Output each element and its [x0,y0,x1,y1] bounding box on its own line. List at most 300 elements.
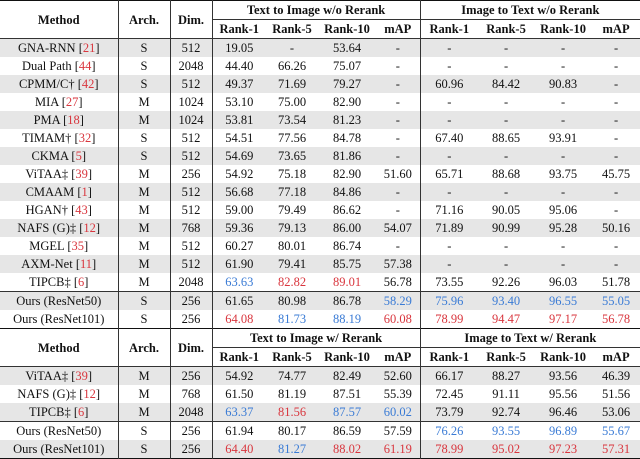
metric-cell: 66.17 [420,367,478,386]
method-name: TIPCB [29,405,65,419]
metric-cell: 64.40 [212,440,266,459]
citation-link[interactable]: 44 [78,59,92,73]
metric-cell: 54.51 [225,131,254,145]
method-name: CPMM/C [18,77,69,91]
table-row [0,440,640,459]
metric-cell: 63.37 [212,403,266,422]
method-mark: ‡ [61,167,69,181]
metric-cell: 82.82 [277,275,307,289]
metric-cell: 90.99 [478,219,534,237]
method-mark: † [68,77,75,91]
citation-link[interactable]: 43 [75,203,88,217]
metric-cell: 95.28 [534,219,592,237]
method-name: ViTAA [25,167,62,181]
arch-cell: M [118,367,170,386]
dim-cell: 256 [170,292,212,311]
arch-cell: M [118,183,170,201]
metric-cell: 57.31 [592,440,640,459]
metric-cell: 56.78 [376,273,420,292]
metric-cell: 81.56 [266,403,318,422]
metric-cell: 61.19 [376,440,420,459]
metric-cell: 91.11 [492,387,520,401]
rank1-header: Rank-1 [420,20,478,39]
method-cell: GNA-RNN [21] [0,39,118,58]
metric-cell: - [266,39,318,58]
rank10-header: Rank-10 [318,348,376,367]
rank1-header: Rank-1 [212,348,266,367]
metric-cell: 79.27 [318,75,376,93]
metric-cell: 81.19 [277,387,307,401]
dim-cell: 512 [170,147,212,165]
metric-cell: - [534,111,592,129]
metric-cell: - [592,183,640,201]
dim-cell: 256 [170,440,212,459]
metric-cell: - [592,255,640,273]
metric-cell: 94.47 [491,312,521,326]
method-cell: CPMM/C† [42] [0,75,118,93]
rank5-header: Rank-5 [266,348,318,367]
metric-cell: 96.55 [534,292,592,311]
metric-cell: - [613,239,619,253]
method-cell: TIPCB‡ [6] [0,273,118,292]
method-name: TIMAM [22,131,66,145]
citation-link[interactable]: 32 [78,131,92,145]
metric-cell: - [478,183,534,201]
dim-cell: 512 [170,237,212,255]
metric-cell: - [592,111,640,129]
method-cell: PMA [18] [0,111,118,129]
method-name: Ours (ResNet101) [13,442,105,456]
dim-cell: 512 [170,75,212,93]
dim-cell: 768 [170,385,212,403]
method-cell [0,292,118,311]
method-cell: CKMA [5] [0,147,118,165]
table-row [0,165,640,183]
metric-cell: - [503,59,509,73]
citation-link[interactable]: 6 [78,275,85,289]
metric-cell: 53.81 [212,111,266,129]
dim-cell: 512 [170,201,212,219]
metric-cell: - [592,75,640,93]
map-header: mAP [592,20,640,39]
table-row [0,422,640,441]
metric-cell: 84.42 [478,75,534,93]
metric-cell: - [420,111,478,129]
metric-cell: 78.99 [420,440,478,459]
metric-cell: 80.98 [266,292,318,311]
metric-cell: 90.83 [534,75,592,93]
metric-cell: 49.37 [212,75,266,93]
metric-cell: 86.59 [332,424,362,438]
metric-cell: 87.51 [332,387,362,401]
table-row [0,75,640,93]
metric-cell: 81.86 [318,147,376,165]
rank1-header: Rank-1 [212,20,266,39]
metric-cell: 79.49 [277,203,307,217]
rank1-header: Rank-1 [420,348,478,367]
metric-cell: 97.17 [548,312,578,326]
method-name: Dual Path [21,59,72,73]
citation-link[interactable]: 21 [82,41,96,55]
metric-cell: 96.46 [534,403,592,422]
metric-cell: 82.49 [318,367,376,386]
metric-cell: 51.78 [601,275,631,289]
arch-cell: S [118,147,170,165]
metric-cell: 60.96 [420,75,478,93]
dim-header: Dim. [170,329,212,367]
metric-cell: - [592,147,640,165]
table-row [0,385,640,403]
method-cell: TIMAM† [32] [0,129,118,147]
metric-cell: 95.02 [478,440,534,459]
metric-cell: 71.16 [435,203,464,217]
metric-cell: 93.55 [491,424,521,438]
citation-link[interactable]: 39 [75,369,88,383]
metric-cell: 71.69 [266,75,318,93]
metric-cell: - [478,111,534,129]
i2t-rerank-header: Image to Text w/ Rerank [420,329,640,348]
dim-cell: 1024 [170,93,212,111]
t2i-norerank-header: Text to Image w/o Rerank [212,1,420,20]
metric-cell: 80.17 [277,424,307,438]
metric-cell: 63.63 [225,275,254,289]
metric-cell: 93.75 [548,167,578,181]
metric-cell: 90.05 [491,203,521,217]
method-cell: CMAAM [1] [0,183,118,201]
method-cell: AXM-Net [11] [0,255,118,273]
metric-cell: 84.78 [332,131,362,145]
map-header: mAP [376,348,420,367]
metric-cell: 77.56 [277,131,307,145]
metric-cell: - [613,59,619,73]
metric-cell: - [613,95,619,109]
method-name: NAFS (G) [17,221,70,235]
rank10-header: Rank-10 [534,348,592,367]
method-cell: TIPCB‡ [6] [0,403,118,422]
metric-cell: - [534,39,592,58]
method-name: Ours (ResNet101) [13,312,105,326]
i2t-norerank-header: Image to Text w/o Rerank [420,1,640,20]
method-cell: ViTAA‡ [39] [0,165,118,183]
metric-cell: 86.78 [318,292,376,311]
metric-cell: 45.75 [601,167,631,181]
metric-cell: - [503,239,509,253]
metric-cell: - [447,239,452,253]
t2i-rerank-header: Text to Image w/ Rerank [212,329,420,348]
metric-cell: - [376,129,420,147]
rank5-header: Rank-5 [478,20,534,39]
table-row [0,93,640,111]
citation-link[interactable]: 12 [83,221,96,235]
method-mark: † [65,131,72,145]
metric-cell: 82.90 [332,167,362,181]
metric-cell: 93.91 [548,131,578,145]
dim-cell: 256 [170,165,212,183]
dim-cell: 512 [170,255,212,273]
metric-cell: 60.02 [376,403,420,422]
method-name: MGEL [29,239,65,253]
metric-cell: 60.27 [225,239,254,253]
metric-cell: - [376,75,420,93]
metric-cell: - [376,183,420,201]
metric-cell: - [478,255,534,273]
table1-body [0,39,640,329]
citation-link[interactable]: 11 [79,257,93,271]
table-row [0,310,640,329]
table-row [0,367,640,386]
metric-cell: 73.65 [266,147,318,165]
table-row [0,273,640,292]
table-row [0,39,640,58]
arch-cell: M [118,273,170,292]
metric-cell: - [447,95,452,109]
method-mark: ‡ [61,369,69,383]
metric-cell: 73.55 [435,275,464,289]
map-header: mAP [376,20,420,39]
dim-cell: 768 [170,219,212,237]
metric-cell: 58.29 [376,292,420,311]
dim-cell: 2048 [170,403,212,422]
metric-cell: 54.69 [212,147,266,165]
metric-cell: 64.08 [225,312,254,326]
table-row [0,255,640,273]
metric-cell: 82.90 [332,95,362,109]
metric-cell: - [376,237,420,255]
metric-cell: 88.65 [491,131,521,145]
dim-cell: 512 [170,183,212,201]
metric-cell: - [420,255,478,273]
arch-header: Arch. [118,1,170,39]
metric-cell: - [613,203,619,217]
metric-cell: 81.27 [266,440,318,459]
metric-cell: 96.03 [548,275,578,289]
method-name: AXM-Net [21,257,73,271]
metric-cell: - [420,183,478,201]
metric-cell: 88.02 [318,440,376,459]
metric-cell: 79.41 [266,255,318,273]
metric-cell: 57.59 [376,422,420,441]
dim-cell: 2048 [170,57,212,75]
dim-cell: 256 [170,310,212,329]
metric-cell: 73.54 [266,111,318,129]
metric-cell: - [447,59,452,73]
arch-cell: S [118,129,170,147]
method-header: Method [0,1,118,39]
method-mark: ‡ [64,405,71,419]
map-header: mAP [592,348,640,367]
metric-cell: 86.00 [318,219,376,237]
metric-cell: - [560,59,566,73]
metric-cell: 86.62 [332,203,362,217]
method-cell: MIA [27] [0,93,118,111]
method-name: NAFS (G) [17,387,70,401]
metric-cell: 55.39 [376,385,420,403]
metric-cell: 75.07 [332,59,362,73]
metric-cell: 46.39 [592,367,640,386]
dim-header: Dim. [170,1,212,39]
arch-header: Arch. [118,329,170,367]
dim-cell: 512 [170,39,212,58]
arch-cell: M [118,201,170,219]
method-mark: † [61,203,68,217]
citation-link[interactable]: 12 [83,387,96,401]
rank5-header: Rank-5 [478,348,534,367]
arch-cell: S [118,75,170,93]
arch-cell: S [118,39,170,58]
metric-cell: 87.57 [318,403,376,422]
dim-cell: 1024 [170,111,212,129]
table-row [0,237,640,255]
table-row [0,403,640,422]
metric-cell: 77.18 [266,183,318,201]
metric-cell: 88.19 [332,312,362,326]
metric-cell: - [560,239,566,253]
metric-cell: - [534,147,592,165]
method-header: Method [0,329,118,367]
arch-cell: M [118,219,170,237]
method-name: Ours (ResNet50) [16,294,102,308]
metric-cell: - [503,95,509,109]
arch-cell: S [118,440,170,459]
metric-cell: 56.68 [212,183,266,201]
metric-cell: - [534,255,592,273]
metric-cell: - [560,95,566,109]
method-name: CKMA [31,149,69,163]
metric-cell: - [478,39,534,58]
metric-cell: 67.40 [435,131,464,145]
metric-cell: 75.18 [277,167,307,181]
method-cell [0,422,118,441]
metric-cell: 92.74 [478,403,534,422]
method-name: ViTAA [25,369,62,383]
dim-cell: 256 [170,367,212,386]
table-row [0,57,640,75]
metric-cell: 61.65 [212,292,266,311]
metric-cell: 72.45 [435,387,464,401]
metric-cell: 96.89 [548,424,578,438]
metric-cell: 61.90 [212,255,266,273]
metric-cell: - [478,147,534,165]
citation-link[interactable]: 6 [78,405,85,419]
citation-link[interactable]: 27 [65,95,79,109]
metric-cell: - [420,147,478,165]
metric-cell: 74.77 [266,367,318,386]
table-row [0,219,640,237]
metric-cell: 51.60 [376,165,420,183]
metric-cell: 53.10 [225,95,254,109]
method-name: GNA-RNN [17,41,76,55]
method-cell: Dual Path [44] [0,57,118,75]
method-name: TIPCB [29,275,65,289]
method-cell [0,440,118,459]
metric-cell: 93.40 [478,292,534,311]
metric-cell: 85.75 [318,255,376,273]
metric-cell: 92.26 [491,275,521,289]
metric-cell: - [376,201,420,219]
metric-cell: 71.89 [420,219,478,237]
metric-cell: 19.05 [212,39,266,58]
metric-cell: 57.38 [376,255,420,273]
arch-cell: M [118,255,170,273]
metric-cell: - [613,131,619,145]
metric-cell: - [420,39,478,58]
method-mark: ‡ [69,387,77,401]
metric-cell: 78.99 [435,312,464,326]
metric-cell: 75.96 [420,292,478,311]
method-mark: ‡ [64,275,71,289]
table-row [0,183,640,201]
method-mark: ‡ [69,221,77,235]
metric-cell: 86.74 [332,239,362,253]
metric-cell: - [376,93,420,111]
metric-cell: 60.08 [376,310,420,329]
table2-body [0,367,640,459]
metric-cell: - [376,111,420,129]
method-cell: HGAN† [43] [0,201,118,219]
metric-cell: 59.00 [225,203,254,217]
citation-link[interactable]: 5 [75,149,82,163]
metric-cell: 81.73 [277,312,307,326]
table-row [0,129,640,147]
rank10-header: Rank-10 [318,20,376,39]
citation-link[interactable]: 1 [81,185,88,199]
arch-cell: M [118,385,170,403]
citation-link[interactable]: 35 [71,239,85,253]
metric-cell: 52.60 [376,367,420,386]
metric-cell: 80.01 [277,239,307,253]
metric-cell: - [376,39,420,58]
arch-cell: M [118,403,170,422]
metric-cell: 56.78 [601,312,631,326]
method-cell: ViTAA‡ [39] [0,367,118,386]
method-cell [0,310,118,329]
metric-cell: 89.01 [332,275,362,289]
metric-cell: - [592,39,640,58]
metric-cell: 65.71 [435,167,464,181]
metric-cell: 73.79 [420,403,478,422]
metric-cell: 50.16 [592,219,640,237]
metric-cell: 84.86 [318,183,376,201]
metric-cell: 54.07 [376,219,420,237]
table-row [0,111,640,129]
method-cell: NAFS (G)‡ [12] [0,385,118,403]
table-row [0,201,640,219]
arch-cell: M [118,165,170,183]
dim-cell: 512 [170,129,212,147]
method-cell: NAFS (G)‡ [12] [0,219,118,237]
metric-cell: - [534,183,592,201]
arch-cell: M [118,237,170,255]
metric-cell: 81.23 [318,111,376,129]
table-row [0,292,640,311]
metric-cell: - [376,57,420,75]
metric-cell: 54.92 [212,367,266,386]
metric-cell: 54.92 [225,167,254,181]
dim-cell: 2048 [170,273,212,292]
rank5-header: Rank-5 [266,20,318,39]
metric-cell: 75.00 [277,95,307,109]
metric-cell: 59.36 [212,219,266,237]
citation-link[interactable]: 42 [81,77,95,91]
metric-cell: 44.40 [225,59,254,73]
citation-link[interactable]: 18 [67,113,80,127]
metric-cell: 97.23 [534,440,592,459]
metric-cell: 76.26 [435,424,464,438]
metric-cell: 55.05 [592,292,640,311]
citation-link[interactable]: 39 [75,167,88,181]
arch-cell: S [118,310,170,329]
metric-cell: 95.06 [548,203,578,217]
